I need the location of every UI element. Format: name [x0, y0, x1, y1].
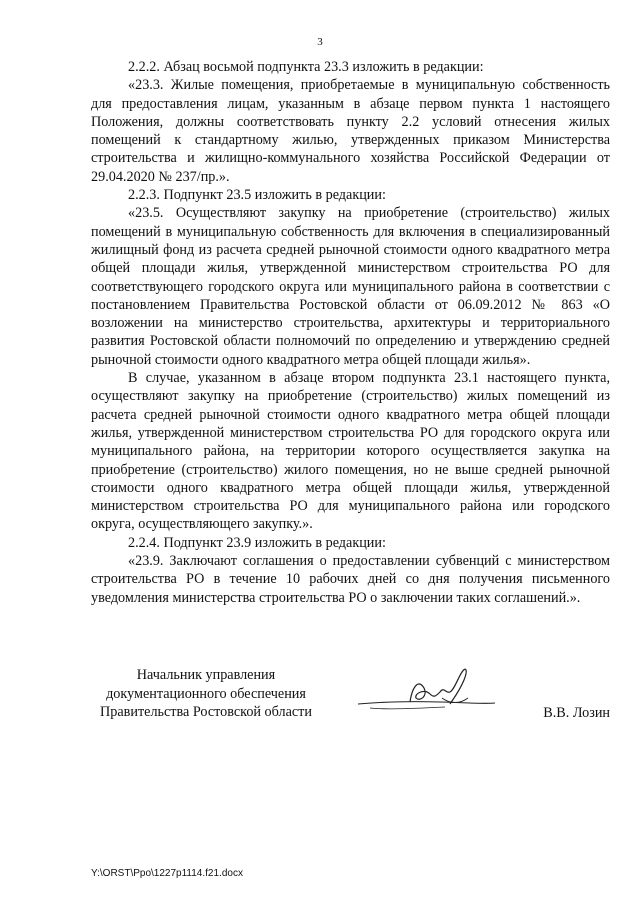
signature-block [0, 666, 640, 726]
file-path-footer: Y:\ORST\Ppo\1227p1114.f21.docx [91, 868, 243, 879]
page-number: 3 [317, 36, 323, 48]
paragraph: 2.2.4. Подпункт 23.9 изложить в редакции: [128, 534, 386, 551]
paragraph: «23.3. Жилые помещения, приобретаемые в муниципальную собственность для предоставления лицам, указанным в абзаце первом пункта 1 настоящего Положения, должны соответствовать пункту 2.2 условий отнесения жилых помещений к стандартному жилью, утвержденных приказом Министерства строительства и жилищно-коммунального хозяйства Российской Федерации от 29.04.2020 № 237/пр.». [91, 77, 610, 185]
paragraph: «23.9. Заключают соглашения о предоставлении субвенций с министерством строительства РО в течение 10 рабочих дней со дня получения письменного уведомления министерства строительства РО о заключении таких соглашений.». [91, 553, 610, 606]
document-body [91, 58, 610, 607]
paragraph: «23.5. Осуществляют закупку на приобретение (строительство) жилых помещений в муниципальную собственность для включения в специализированный жилищный фонд из расчета средней рыночной стоимости одного квадратного метра общей площади жилья, утвержденной министерством строительства РО для соответствующего городского округа или муниципального района в соответствии с постановлением Правительства Ростовской области от 06.09.2012 № 863 «О возложении на министерство строительства, архитектуры и территориального развития Ростовской области полномочий по определению и утверждению средней рыночной стоимости одного квадратного метра общей площади жилья». [91, 205, 610, 368]
signer-position [91, 666, 321, 722]
paragraph: В случае, указанном в абзаце втором подпункта 23.1 настоящего пункта, осуществляют закупку на приобретение (строительство) жилых помещений из расчета средней рыночной стоимости одного квадратного метра общей площади жилья, утвержденной министерством строительства РО для городского округа или муниципального района, на территории которого осуществляется закупка на приобретение (строительство) жилого помещения, но не выше средней рыночной стоимости одного квадратного метра общей площади жилья, утвержденной министерством строительства РО для муниципального района или городского округа, осуществляющего закупку.». [91, 370, 610, 533]
signer-position-line2: документационного обеспечения [106, 685, 306, 702]
signer-name: В.В. Лозин [543, 705, 610, 721]
handwritten-signature [350, 658, 500, 718]
signer-position-line3: Правительства Ростовской области [100, 704, 312, 720]
signer-position-line1: Начальник управления [136, 667, 276, 683]
paragraph: 2.2.2. Абзац восьмой подпункта 23.3 изложить в редакции: [128, 59, 484, 75]
paragraph: 2.2.3. Подпункт 23.5 изложить в редакции: [128, 187, 386, 204]
